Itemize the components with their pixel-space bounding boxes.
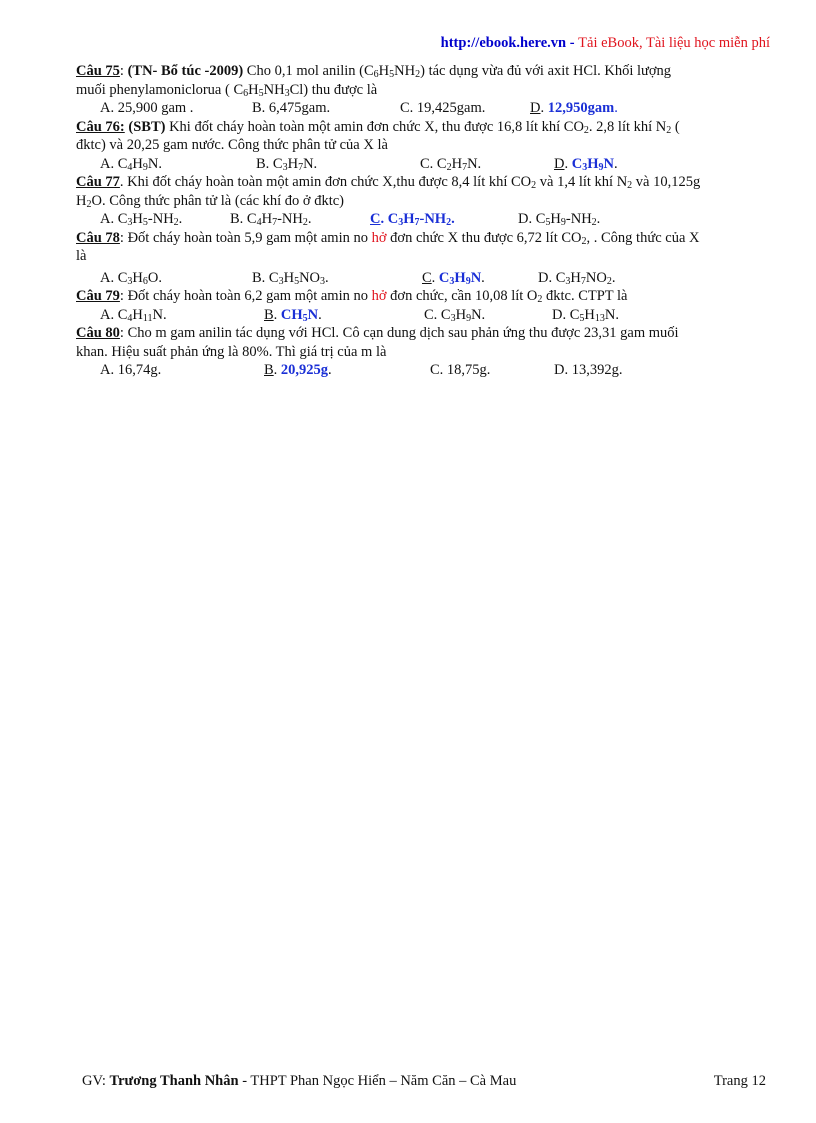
question-label: Câu 79 (76, 288, 120, 304)
header-tagline: Tải eBook, Tài liệu học miễn phí (578, 35, 770, 51)
option-b: B. 6,475gam. (252, 100, 331, 116)
question-label: Câu 78 (76, 229, 120, 246)
option-a: A. 16,74g. (100, 362, 162, 378)
option-c: C. 18,75g. (430, 362, 491, 378)
option-d-correct: D. $C_3H_9N$. (554, 155, 618, 173)
question-78 (76, 229, 770, 288)
option-a: A. $C_4H_9N$. (100, 155, 162, 173)
option-b: B. $C_3H_7N$. (256, 155, 318, 173)
option-d-correct: D. 12,950gam. (530, 100, 618, 116)
question-76-stem: Câu 76: (SBT) Khi đốt cháy hoàn toàn một amin đơn chức X, thu được 16,8 lít khí $CO_2$. 2,8 lít khí $N_2$ ( đktc) và 20,25 gam nước. Công thức phân tử của X là (76, 118, 680, 153)
school-name: - THPT Phan Ngọc Hiển – Năm Căn – Cà Mau (238, 1073, 517, 1089)
question-75-options (76, 99, 770, 118)
header-separator: - (566, 35, 579, 51)
highlight-word: hở (371, 229, 387, 246)
option-c-correct: C. $C_3H_7-NH_2$. (370, 211, 455, 228)
question-list (76, 62, 770, 380)
question-79-options (76, 306, 770, 325)
option-b-correct: B. 20,925g. (264, 362, 332, 378)
question-label: Câu 75 (76, 63, 120, 79)
page-header (441, 35, 770, 52)
option-d: D. $C_5H_{13}N$. (552, 306, 619, 324)
question-80-stem: Câu 80: Cho m gam anilin tác dụng với HCl. Cô cạn dung dịch sau phản ứng thu được 23,31 gam muối khan. Hiệu suất phản ứng là 80%. Thì giá trị của m là (76, 325, 679, 360)
question-78-options (76, 269, 770, 288)
question-75-stem: Câu 75: (TN- Bổ túc -2009) Cho 0,1 mol anilin $(C_6H_5NH_2)$ tác dụng vừa đủ với axit HCl. Khối lượng muối phenylamoniclorua ( $C_6H_5NH_3Cl$) thu được là (76, 63, 672, 99)
question-77 (76, 173, 770, 229)
option-a: A. $C_4H_{11}N$. (100, 306, 167, 324)
option-c: C. $C_2H_7N$. (420, 155, 482, 173)
question-78-stem: Câu 78: Đốt cháy hoàn toàn 5,9 gam một amin no hở đơn chức X thu được 6,72 lít $CO_2$, . Công thức của X là (76, 229, 700, 264)
option-c: C. $C_3H_9N$. (424, 306, 486, 324)
option-c-correct: C. $C_3H_9N$. (422, 269, 485, 287)
question-80-options (76, 361, 770, 380)
question-label: Câu 77 (76, 174, 120, 190)
question-77-stem: Câu 77. Khi đốt cháy hoàn toàn một amin đơn chức X,thu được 8,4 lít khí $CO_2$ và 1,4 lít khí $N_2$ và 10,125g $H_2O$. Công thức phân tử là (các khí đo ở đktc) (76, 174, 701, 210)
page-number: Trang 12 (713, 1073, 766, 1089)
teacher-name: Trương Thanh Nhân (109, 1073, 239, 1089)
question-75 (76, 62, 770, 118)
question-label: Câu 80 (76, 325, 120, 341)
question-label: Câu 76: (76, 118, 125, 135)
option-d: D. $C_3H_7NO_2$. (538, 269, 616, 287)
question-76-options (76, 155, 770, 174)
option-d: D. 13,392g. (554, 362, 623, 378)
question-source: (SBT) (128, 118, 166, 135)
question-79-stem: Câu 79: Đốt cháy hoàn toàn 6,2 gam một amin no hở đơn chức, cần 10,08 lít $O_2$ đktc. CTPT là (76, 288, 628, 305)
option-a: A. 25,900 gam . (100, 100, 194, 116)
question-79 (76, 287, 770, 324)
question-77-options (76, 210, 770, 229)
option-d: D. $C_5H_9-NH_2$. (518, 211, 601, 228)
question-76 (76, 118, 770, 174)
footer-author: GV: Trương Thanh Nhân - THPT Phan Ngọc Hiển – Năm Căn – Cà Mau (82, 1073, 517, 1089)
option-a: A. $C_3H_6O$. (100, 269, 162, 287)
highlight-word: hở (371, 288, 387, 304)
option-b: B. $C_4H_7-NH_2$. (230, 211, 312, 228)
page-footer (82, 1073, 766, 1090)
option-b: B. $C_3H_5NO_3$. (252, 269, 329, 287)
question-80 (76, 324, 770, 380)
question-source: (TN- Bổ túc -2009) (127, 63, 244, 79)
header-url-link[interactable]: http://ebook.here.vn (440, 35, 567, 51)
option-a: A. $C_3H_5-NH_2$. (100, 211, 183, 228)
option-b-correct: B. $CH_5N$. (264, 306, 322, 324)
option-c: C. 19,425gam. (400, 100, 486, 116)
